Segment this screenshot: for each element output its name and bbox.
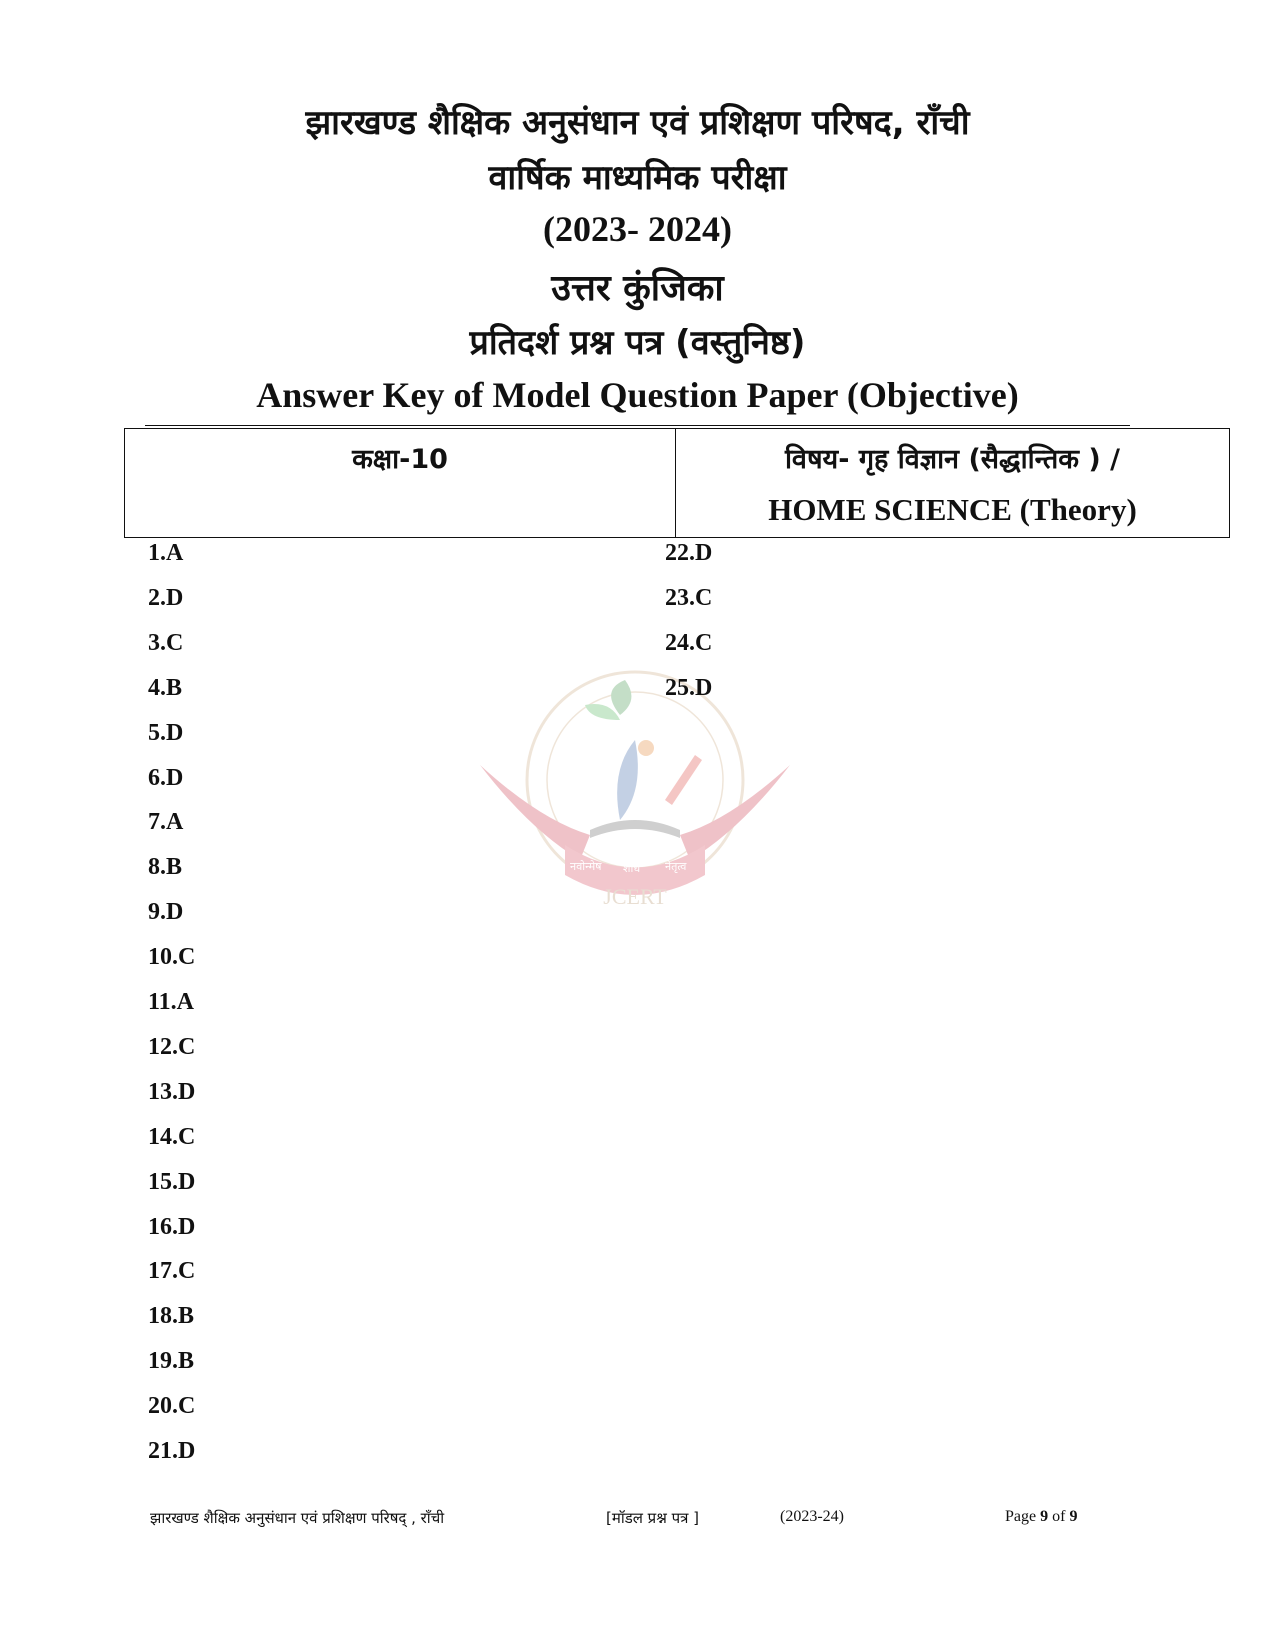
answer-item: 25.D: [665, 674, 713, 701]
answer-item: 19.B: [148, 1348, 195, 1375]
title-answer-key-english: Answer Key of Model Question Paper (Objective): [256, 375, 1019, 415]
subject-english: HOME SCIENCE (Theory): [768, 492, 1137, 527]
answer-item: 21.D: [148, 1438, 196, 1464]
answer-item: 12.C: [148, 1033, 196, 1060]
answer-item: 15.D: [148, 1168, 196, 1195]
title-paper-type-hindi: प्रतिदर्श प्रश्न पत्र (वस्तुनिष्ठ): [469, 323, 806, 363]
answer-item: 14.C: [148, 1123, 196, 1150]
answer-item: 23.C: [665, 584, 713, 611]
answer-item: 10.C: [148, 944, 196, 971]
class-label: कक्षा-10: [352, 444, 448, 475]
watermark-motto-mid: शोध: [623, 862, 641, 875]
title-line-1: झारखण्ड शैक्षिक अनुसंधान एवं प्रशिक्षण परिषद, राँची: [305, 103, 970, 143]
answer-item: 3.C: [148, 629, 184, 656]
footer-paper: [मॉडल प्रश्न पत्र ]: [606, 1509, 699, 1527]
title-year: (2023- 2024): [543, 209, 732, 249]
answer-item: 1.A: [148, 540, 184, 566]
title-answer-key-hindi: उत्तर कुंजिका: [551, 268, 724, 309]
footer-page-number: Page 9 of 9: [1005, 1508, 1078, 1525]
footer-org: झारखण्ड शैक्षिक अनुसंधान एवं प्रशिक्षण परिषद् , राँची: [150, 1509, 445, 1527]
answer-item: 9.D: [148, 899, 184, 926]
answer-item: 22.D: [665, 540, 713, 566]
answer-item: 17.C: [148, 1258, 196, 1285]
subject-hindi: विषय- गृह विज्ञान (सैद्धान्तिक ) /: [784, 444, 1121, 475]
watermark-motto-left: नवोन्मेष: [570, 860, 602, 873]
answer-item: 18.B: [148, 1303, 195, 1330]
answer-item: 2.D: [148, 584, 184, 611]
answer-item: 24.C: [665, 629, 713, 656]
answer-item: 8.B: [148, 854, 183, 881]
answer-item: 13.D: [148, 1078, 196, 1105]
answer-item: 16.D: [148, 1213, 196, 1240]
class-cell: [125, 429, 676, 537]
answer-item: 5.D: [148, 719, 184, 746]
answer-item: 20.C: [148, 1393, 196, 1420]
jcert-logo-watermark: [470, 660, 800, 950]
top-rule: [145, 425, 1130, 426]
answer-item: 7.A: [148, 809, 184, 836]
watermark-motto-right: नेतृत्व: [665, 860, 687, 873]
subject-cell: [676, 429, 1229, 537]
info-table: [124, 428, 1230, 538]
title-line-2: वार्षिक माध्यमिक परीक्षा: [488, 158, 787, 198]
answer-item: 11.A: [148, 989, 195, 1015]
answer-item: 6.D: [148, 764, 184, 791]
watermark-org: JCERT: [603, 884, 667, 909]
answer-item: 4.B: [148, 674, 183, 701]
footer-year: (2023-24): [780, 1508, 844, 1525]
